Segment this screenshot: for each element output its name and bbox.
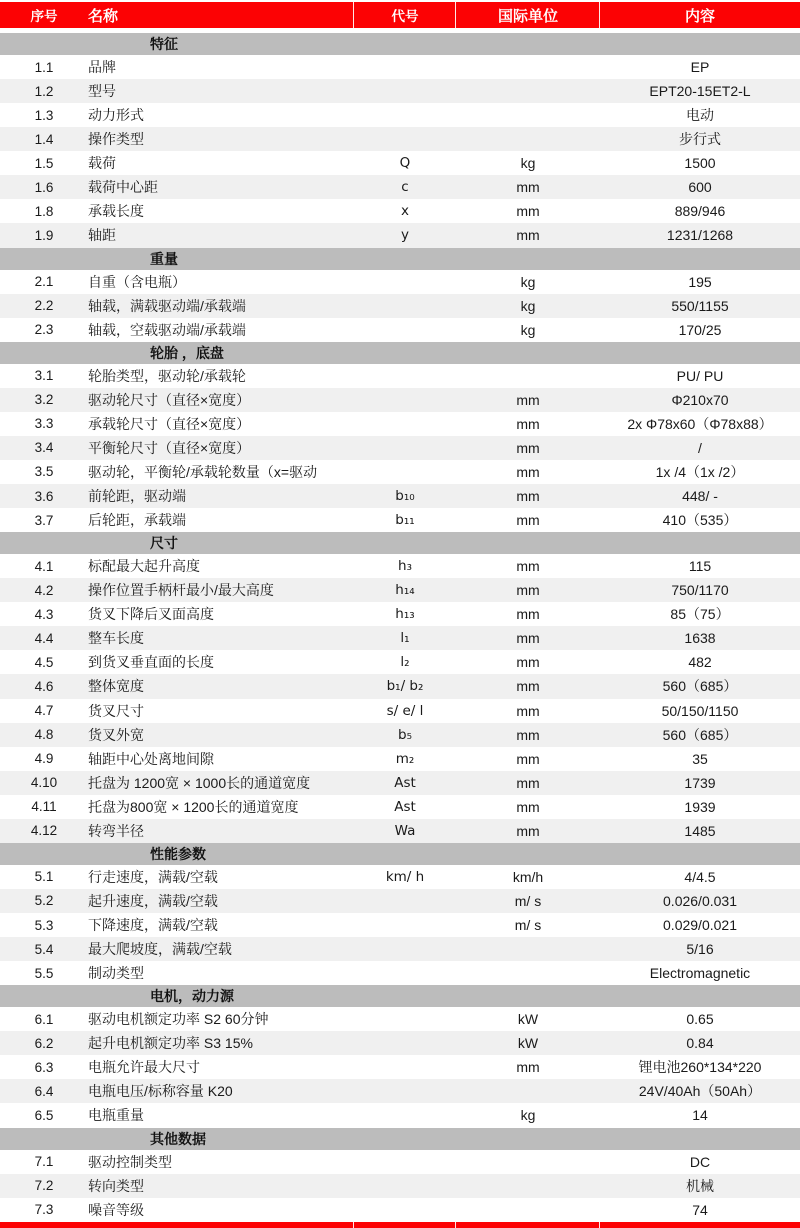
row-name: 后轮距，承载端 [88,512,186,529]
row-value: 24V/40Ah（50Ah） [638,1083,762,1100]
row-name: 转向类型 [88,1177,144,1194]
row-no: 4.8 [34,727,54,743]
footer-bar [0,1222,800,1228]
row-unit: mm [516,179,540,196]
row-value: 410（535） [662,512,738,529]
table-row [0,1103,800,1127]
section-header [0,33,800,55]
header-col-no: 序号 [30,9,58,24]
row-name: 整体宽度 [88,678,144,695]
row-no: 1.5 [34,155,54,171]
row-unit: mm [516,512,540,529]
row-unit: mm [516,702,540,719]
row-unit: kg [520,297,536,314]
row-no: 2.1 [34,274,54,290]
row-unit: mm [516,1059,540,1076]
section-header [0,1128,800,1150]
row-no: 3.6 [34,488,54,504]
row-no: 1.2 [34,83,54,99]
section-title: 其他数据 [150,1130,206,1147]
row-no: 6.5 [34,1107,54,1123]
section-header [0,843,800,865]
section-title: 尺寸 [150,535,178,552]
row-value: PU/ PU [676,367,724,384]
table-row [0,388,800,412]
row-value: 5/16 [686,941,714,958]
row-name: 驱动电机额定功率 S2 60分钟 [88,1011,269,1028]
table-row [0,412,800,436]
row-no: 4.1 [34,558,54,574]
row-name: 整车长度 [88,630,144,647]
row-unit: kg [520,321,536,338]
column-separator [455,1222,456,1228]
table-row [0,55,800,79]
row-value: EPT20-15ET2-L [649,83,751,100]
row-unit: mm [516,488,540,505]
row-name: 驱动轮尺寸（直径×宽度） [88,391,251,408]
row-unit: mm [516,391,540,408]
row-unit: mm [516,798,540,815]
column-separator [599,2,600,28]
table-row [0,1174,800,1198]
row-value: 482 [688,654,712,671]
row-value: Φ210x70 [671,391,729,408]
row-value: 1739 [684,774,716,791]
row-unit: mm [516,630,540,647]
row-value: 35 [692,750,708,767]
row-value: 1x /4（1x /2） [655,463,745,480]
header-col-value: 内容 [684,7,715,25]
row-unit: mm [516,463,540,480]
row-value: 1231/1268 [666,227,734,244]
row-value: 4/4.5 [684,868,716,885]
row-name: 下降速度，满载/空载 [88,917,218,934]
row-symbol: b₁/ b₂ [386,678,424,695]
row-symbol: h₁₄ [395,582,415,599]
row-name: 托盘为 1200宽 × 1000长的通道宽度 [88,774,311,791]
row-value: 1939 [684,798,716,815]
row-value: 74 [692,1201,708,1218]
row-symbol: b₁₁ [395,512,415,529]
row-name: 轮胎类型，驱动轮/承载轮 [88,367,246,384]
row-no: 5.1 [34,869,54,885]
row-no: 4.12 [30,823,58,839]
row-no: 3.5 [34,464,54,480]
row-symbol: b₁₀ [395,488,415,505]
row-value: 2x Φ78x60（Φ78x88） [627,415,773,432]
row-unit: kg [520,155,536,172]
column-separator [455,2,456,28]
row-name: 操作类型 [88,131,144,148]
table-row [0,175,800,199]
table-row [0,270,800,294]
row-no: 4.10 [30,775,58,791]
row-value: DC [689,1153,711,1170]
row-no: 6.1 [34,1011,54,1027]
row-unit: m/ s [514,892,542,909]
row-name: 起升速度，满载/空载 [88,892,218,909]
row-no: 6.3 [34,1059,54,1075]
table-row [0,318,800,342]
section-title: 特征 [150,36,178,52]
row-value: 170/25 [678,321,722,338]
row-name: 前轮距，驱动端 [88,488,186,505]
row-value: 750/1170 [671,582,729,599]
row-name: 驱动轮，平衡轮/承载轮数量（x=驱动 [88,463,318,480]
row-no: 3.3 [34,416,54,432]
table-row [0,723,800,747]
row-unit: kW [517,1011,539,1028]
section-title: 电机，动力源 [150,988,234,1005]
row-name: 转弯半径 [88,822,144,839]
table-row [0,699,800,723]
row-symbol: km/ h [385,868,425,885]
row-no: 4.3 [34,606,54,622]
table-row [0,865,800,889]
table-row [0,127,800,151]
row-value: EP [690,59,710,76]
row-name: 操作位置手柄杆最小/最大高度 [88,582,274,599]
row-name: 轴距 [88,227,116,244]
row-value: 0.026/0.031 [663,892,737,909]
row-symbol: b₅ [398,726,412,743]
row-name: 型号 [88,83,116,100]
row-value: 0.029/0.021 [663,917,737,934]
row-unit: mm [516,439,540,456]
header-col-symbol: 代号 [391,9,419,25]
row-value: 600 [688,179,712,196]
row-value: 步行式 [679,131,721,148]
row-no: 4.9 [34,751,54,767]
table-row [0,436,800,460]
row-unit: kW [517,1035,539,1052]
row-unit: mm [516,203,540,220]
row-name: 自重（含电瓶） [88,273,186,290]
row-value: 889/946 [674,203,726,220]
row-symbol: Q [399,155,411,172]
row-value: / [698,439,702,456]
table-row [0,1079,800,1103]
header-col-unit: 国际单位 [497,7,558,25]
row-name: 托盘为800宽 × 1200长的通道宽度 [88,798,299,815]
table-row [0,1198,800,1222]
section-title: 轮胎 ，底盘 [150,344,224,361]
table-header-row [0,2,800,28]
section-header [0,342,800,364]
header-col-name: 名称 [88,7,119,25]
row-unit: mm [516,558,540,575]
row-unit: mm [516,606,540,623]
row-value: 机械 [686,1177,714,1194]
row-no: 4.6 [34,678,54,694]
row-name: 动力形式 [88,107,144,124]
row-symbol: c [401,179,409,196]
row-symbol: l₁ [400,630,410,647]
table-row [0,578,800,602]
row-value: 锂电池260*134*220 [638,1059,762,1076]
row-name: 最大爬坡度，满载/空载 [88,941,232,958]
table-row [0,103,800,127]
row-no: 3.4 [34,440,54,456]
row-no: 2.2 [34,298,54,314]
row-value: 195 [688,273,712,290]
row-unit: mm [516,582,540,599]
row-unit: mm [516,774,540,791]
row-symbol: l₂ [400,654,410,671]
row-symbol: Ast [394,798,416,815]
row-value: 0.84 [686,1035,714,1052]
table-row [0,484,800,508]
row-unit: m/ s [514,917,542,934]
row-value: 560（685） [662,678,738,695]
row-unit: mm [516,415,540,432]
row-name: 到货叉垂直面的长度 [88,654,214,671]
row-no: 4.2 [34,582,54,598]
row-name: 电瓶电压/标称容量 K20 [88,1083,233,1100]
table-row [0,650,800,674]
row-name: 货叉尺寸 [88,702,144,719]
table-row [0,602,800,626]
row-no: 7.2 [34,1178,54,1194]
row-value: 电动 [686,107,714,124]
row-symbol: m₂ [395,750,415,767]
row-no: 7.1 [34,1154,54,1170]
table-row [0,223,800,247]
row-no: 5.3 [34,917,54,933]
row-name: 电瓶重量 [88,1107,144,1124]
table-row [0,1055,800,1079]
row-name: 行走速度，满载/空载 [88,868,218,885]
row-no: 6.4 [34,1083,54,1099]
row-name: 起升电机额定功率 S3 15% [88,1035,253,1052]
column-separator [599,1222,600,1228]
row-value: 14 [692,1107,708,1124]
row-symbol: Ast [394,774,416,791]
row-value: 1485 [684,822,716,839]
row-symbol: x [401,203,409,220]
row-name: 货叉下降后叉面高度 [88,606,214,623]
table-row [0,937,800,961]
row-value: 50/150/1150 [661,702,739,719]
table-row [0,626,800,650]
row-name: 承载长度 [88,203,144,220]
row-unit: mm [516,750,540,767]
section-title: 性能参数 [150,845,206,862]
row-symbol: h₃ [398,558,412,575]
row-no: 5.2 [34,893,54,909]
row-no: 6.2 [34,1035,54,1051]
row-name: 噪音等级 [88,1201,144,1218]
row-no: 1.9 [34,227,54,243]
row-name: 载荷 [88,155,116,172]
row-name: 电瓶允许最大尺寸 [88,1059,200,1076]
row-no: 1.4 [34,131,54,147]
table-row [0,508,800,532]
table-row [0,889,800,913]
section-header [0,985,800,1007]
table-row [0,795,800,819]
row-no: 2.3 [34,322,54,338]
row-name: 轴载，满载驱动端/承载端 [88,297,246,314]
section-header [0,248,800,270]
row-symbol: Wa [394,822,416,839]
table-row [0,199,800,223]
row-value: 85（75） [670,606,730,623]
row-name: 货叉外宽 [88,726,144,743]
table-row [0,771,800,795]
column-separator [353,1222,354,1228]
row-no: 5.5 [34,965,54,981]
row-name: 品牌 [88,59,116,76]
row-unit: mm [516,227,540,244]
table-row [0,1150,800,1174]
row-unit: kg [520,273,536,290]
row-unit: mm [516,678,540,695]
row-symbol: y [401,227,409,244]
row-no: 7.3 [34,1202,54,1218]
row-no: 1.1 [34,59,54,75]
row-no: 5.4 [34,941,54,957]
section-title: 重量 [150,250,178,267]
table-row [0,747,800,771]
row-unit: mm [516,822,540,839]
row-no: 4.4 [34,630,54,646]
row-no: 3.1 [34,368,54,384]
row-value: 115 [688,558,712,575]
row-name: 轴载，空载驱动端/承载端 [88,321,246,338]
table-row [0,294,800,318]
table-row [0,1007,800,1031]
table-row [0,79,800,103]
row-no: 4.11 [31,799,57,815]
row-name: 制动类型 [88,965,144,982]
row-name: 平衡轮尺寸（直径×宽度） [88,439,251,456]
table-row [0,961,800,985]
row-symbol: s/ e/ l [386,702,424,719]
table-row [0,674,800,698]
row-value: 448/ - [682,488,718,505]
row-no: 3.7 [34,512,54,528]
row-unit: mm [516,654,540,671]
row-no: 4.5 [34,654,54,670]
row-value: 1500 [684,155,716,172]
row-name: 载荷中心距 [88,179,158,196]
table-row [0,554,800,578]
section-header [0,532,800,554]
row-unit: kg [520,1107,536,1124]
row-value: 560（685） [662,726,738,743]
row-symbol: h₁₃ [395,606,415,623]
row-unit: km/h [512,868,544,885]
row-no: 1.8 [34,203,54,219]
row-no: 3.2 [34,392,54,408]
table-row [0,364,800,388]
row-unit: mm [516,726,540,743]
row-name: 承载轮尺寸（直径×宽度） [88,415,251,432]
table-row [0,460,800,484]
row-name: 标配最大起升高度 [88,558,200,575]
row-no: 1.3 [34,107,54,123]
table-row [0,1031,800,1055]
row-name: 轴距中心处离地间隙 [88,750,214,767]
table-row [0,151,800,175]
row-value: 1638 [684,630,716,647]
row-no: 1.6 [34,179,54,195]
column-separator [353,2,354,28]
row-value: Electromagnetic [649,965,751,982]
row-no: 4.7 [34,703,54,719]
row-name: 驱动控制类型 [88,1153,172,1170]
table-row [0,913,800,937]
row-value: 0.65 [686,1011,714,1028]
table-row [0,819,800,843]
row-value: 550/1155 [671,297,729,314]
